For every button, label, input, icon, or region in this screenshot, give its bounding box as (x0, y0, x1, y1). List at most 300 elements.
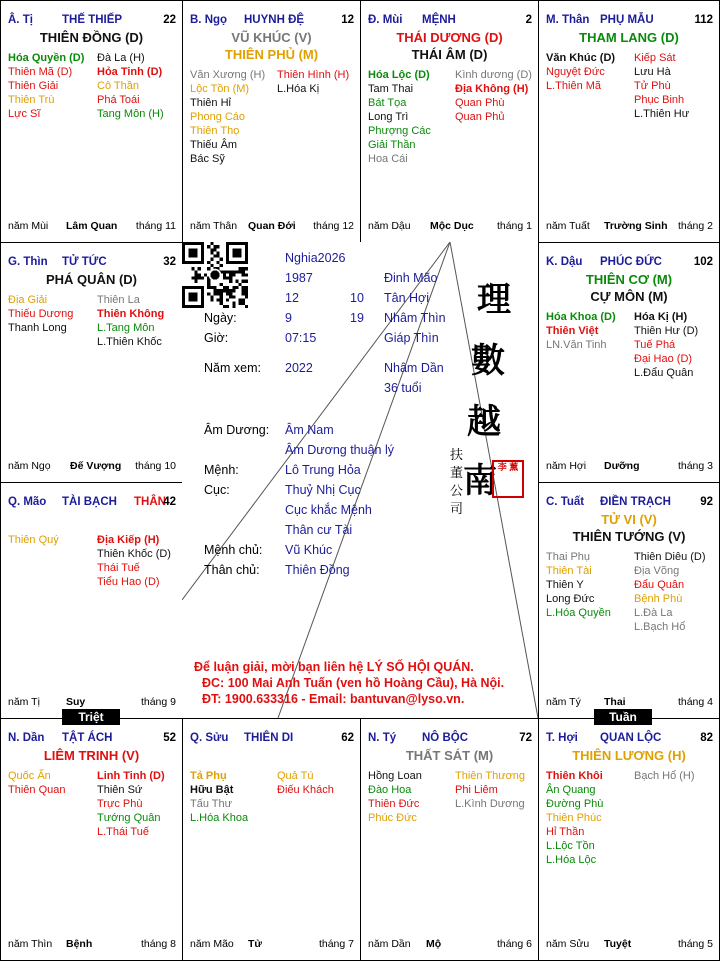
minor-star: Hồng Loan (368, 770, 422, 782)
amduong-value-2: Âm Dương thuận lý (285, 443, 394, 457)
palace-number: 2 (525, 14, 532, 26)
minor-star: Kình dương (D) (455, 69, 532, 81)
name-value: Nghia2026 (285, 251, 346, 265)
minor-stars-right (97, 51, 164, 121)
minor-star: Phúc Đức (368, 812, 417, 824)
palace-month: tháng 3 (677, 460, 713, 472)
day-label: Ngày: (204, 311, 237, 325)
seal-stamp: 李 薰 (492, 460, 524, 498)
minor-star: L.Hóa Khoa (190, 812, 249, 824)
minor-star: Văn Khúc (D) (546, 52, 616, 64)
palace-footer (8, 938, 176, 952)
minor-star: Cô Thần (97, 80, 139, 92)
year-can-chi: Đinh Mão (384, 271, 438, 285)
minor-star: Giải Thần (368, 139, 416, 151)
minor-star: Quốc Ấn (8, 770, 51, 782)
palace-month: tháng 6 (496, 938, 532, 950)
minor-star: Hóa Khoa (D) (546, 311, 616, 323)
minor-star: Thiếu Âm (190, 139, 238, 151)
hour-value: 07:15 (285, 331, 317, 345)
minor-star: Tử Phù (634, 80, 671, 92)
month-lunar: 10 (350, 291, 364, 305)
minor-stars-right (97, 769, 165, 839)
minor-star: Địa Giải (8, 294, 48, 306)
calligraphy-char: 南 (463, 461, 497, 501)
minor-stars-right (277, 68, 349, 96)
minor-star: Bệnh Phù (634, 593, 683, 605)
minor-star: Long Đức (546, 593, 595, 605)
palace-month: tháng 11 (135, 220, 176, 232)
minor-stars-right (634, 51, 689, 121)
cuc-value-2: Cục khắc Mệnh (285, 503, 372, 517)
palace-branch: Â. Tị (8, 14, 33, 26)
palace-header (368, 732, 532, 746)
minor-star: Tang Môn (H) (97, 108, 164, 120)
minor-stars-left (546, 310, 616, 352)
palace-footer (546, 220, 713, 234)
palace-stage: Lâm Quan (66, 220, 118, 232)
month-can-chi: Tân Hợi (384, 291, 430, 305)
palace-footer (546, 460, 713, 474)
month-value: 12 (285, 291, 299, 305)
palace-footer (368, 220, 532, 234)
palace-header (546, 256, 713, 270)
minor-star: Tiểu Hao (D) (97, 576, 160, 588)
minor-star: Lộc Tồn (M) (190, 83, 250, 95)
minor-stars-left (546, 769, 603, 867)
palace-name: TÀI BẠCH (62, 496, 117, 508)
palace-number: 102 (693, 256, 713, 268)
minor-star: Quả Tú (277, 770, 314, 782)
minor-star: L.Hóa Kị (277, 83, 320, 95)
palace-month: tháng 8 (140, 938, 176, 950)
palace-dan[interactable] (0, 718, 183, 961)
palace-name: ĐIỀN TRẠCH (600, 496, 671, 508)
palace-year: năm Tuất (546, 220, 590, 232)
palace-name: PHÚC ĐỨC (600, 256, 662, 268)
major-star: THÁI DƯƠNG (D) (396, 30, 503, 45)
minor-star: LN.Văn Tinh (546, 339, 607, 351)
palace-stage: Bệnh (66, 938, 93, 950)
palace-stage: Dưỡng (604, 460, 640, 472)
menhchu-value: Vũ Khúc (285, 543, 333, 557)
palace-footer (8, 220, 176, 234)
thanchu-value: Thiên Đồng (285, 563, 350, 577)
minor-star: Hóa Lộc (D) (368, 69, 430, 81)
major-stars (361, 29, 538, 63)
minor-star: Thiên Giải (8, 80, 59, 92)
palace-header (8, 496, 176, 510)
minor-star: Đại Hao (D) (634, 353, 693, 365)
palace-year: năm Sửu (546, 938, 590, 950)
info-labels-2 (204, 420, 269, 580)
palace-footer (8, 696, 176, 710)
palace-stage: Đế Vượng (70, 460, 122, 472)
minor-star: Lưu Hà (634, 66, 671, 78)
minor-star: Quan Phủ (455, 111, 505, 123)
minor-star: L.Thái Tuế (97, 826, 149, 838)
minor-star: Thiên Thương (455, 770, 526, 782)
minor-star: Thanh Long (8, 322, 67, 334)
minor-star: Bác Sỹ (190, 153, 225, 165)
minor-star: Hóa Quyền (D) (8, 52, 85, 64)
palace-name: MỆNH (422, 14, 456, 26)
major-star: TỬ VI (V) (601, 512, 657, 527)
minor-star: Thiên Trù (8, 94, 55, 106)
minor-star: Phi Liêm (455, 784, 498, 796)
minor-star: Thiên Hình (H) (277, 69, 350, 81)
major-star: LIÊM TRINH (V) (43, 748, 140, 763)
view-year-value: 2022 (285, 361, 313, 375)
palace-month: tháng 12 (313, 220, 354, 232)
minor-star: Tướng Quân (97, 812, 161, 824)
palace-name: TẬT ÁCH (62, 732, 113, 744)
view-can-chi: Nhâm Dần (384, 361, 444, 375)
minor-stars-right (97, 293, 164, 349)
palace-branch: Q. Mão (8, 496, 47, 508)
minor-star: Thiên Tài (546, 565, 592, 577)
palace-name: THIÊN DI (244, 732, 294, 744)
palace-thin[interactable] (0, 242, 183, 483)
palace-month: tháng 2 (677, 220, 713, 232)
palace-tuat[interactable] (538, 482, 720, 719)
palace-year: năm Mùi (8, 220, 49, 232)
minor-star: L.Bạch Hổ (634, 621, 686, 633)
palace-month: tháng 1 (496, 220, 532, 232)
minor-star: Hỏa Tinh (D) (97, 66, 163, 78)
palace-year: năm Ngọ (8, 460, 51, 472)
minor-star: Thiếu Dương (8, 308, 74, 320)
minor-star: Phượng Các (368, 125, 431, 137)
palace-footer (368, 938, 532, 952)
palace-number: 72 (519, 732, 532, 744)
cuc-value-3: Thân cư Tài (285, 523, 353, 537)
major-star: THIÊN CƠ (M) (585, 272, 673, 287)
minor-star: Tuế Phá (634, 339, 676, 351)
palace-year: năm Tý (546, 696, 581, 708)
palace-header (190, 14, 354, 28)
minor-star: Thiên Không (97, 308, 165, 320)
minor-star: L.Đẩu Quân (634, 367, 694, 379)
info-values-2 (285, 420, 394, 580)
major-star: THIÊN ĐỒNG (D) (39, 30, 144, 45)
minor-stars-left (368, 769, 422, 825)
minor-star: Lực Sĩ (8, 108, 41, 120)
contact-block (194, 659, 504, 707)
palace-number: 42 (163, 496, 176, 508)
minor-stars-right (634, 310, 698, 380)
cuc-value: Thuỷ Nhị Cục (285, 483, 361, 497)
palace-mui[interactable] (360, 0, 539, 243)
minor-star: Tam Thai (368, 83, 414, 95)
minor-star: Bạch Hổ (H) (634, 770, 695, 782)
palace-year: năm Thân (190, 220, 238, 232)
minor-star: Địa Kiếp (H) (97, 534, 160, 546)
palace-number: 82 (700, 732, 713, 744)
view-year-label: Năm xem: (204, 361, 261, 375)
palace-branch: N. Tý (368, 732, 397, 744)
minor-star: L.Hóa Quyền (546, 607, 611, 619)
major-stars (1, 29, 182, 46)
calligraphy-char: 理 (477, 280, 511, 320)
palace-stage: Mộ (426, 938, 442, 950)
minor-star: Thái Tuế (97, 562, 140, 574)
amduong-value: Âm Nam (285, 423, 334, 437)
palace-year: năm Tị (8, 696, 40, 708)
day-value: 9 (285, 311, 292, 325)
palace-stage: Trường Sinh (604, 220, 668, 232)
palace-month: tháng 7 (318, 938, 354, 950)
minor-stars-left (190, 769, 248, 825)
palace-stage: Mộc Dục (430, 220, 474, 232)
minor-star: Trực Phù (97, 798, 143, 810)
minor-star: Thiên Quan (8, 784, 66, 796)
palace-branch: Đ. Mùi (368, 14, 403, 26)
major-stars (539, 511, 719, 545)
minor-star: L.Thiên Khốc (97, 336, 162, 348)
minor-star: L.Hóa Lộc (546, 854, 597, 866)
info-can-chi (384, 268, 446, 398)
minor-star: Hữu Bật (190, 784, 234, 796)
minor-star: Thiên Hư (D) (634, 325, 699, 337)
minor-star: Tấu Thư (190, 798, 233, 810)
amduong-label: Âm Dương: (204, 423, 270, 437)
palace-header (8, 14, 176, 28)
minor-star: Thiên La (97, 294, 140, 306)
info-lunar (350, 288, 364, 328)
minor-stars-left (8, 293, 73, 335)
major-star: THIÊN PHỦ (M) (224, 47, 319, 62)
minor-star: L.Lộc Tồn (546, 840, 595, 852)
palace-number: 62 (341, 732, 354, 744)
minor-star: Thiên Mã (D) (8, 66, 73, 78)
minor-stars-left (8, 769, 65, 797)
qr-code[interactable] (182, 242, 248, 308)
palace-month: tháng 10 (135, 460, 176, 472)
minor-star: Thiên Quý (8, 534, 59, 546)
palace-footer (8, 460, 176, 474)
palace-suu[interactable] (182, 718, 361, 961)
major-star: THÁI ÂM (D) (411, 47, 488, 62)
contact-phone-email[interactable]: ĐT: 1900.633316 - Email: bantuvan@lyso.vn. (202, 692, 465, 706)
minor-star: Ân Quang (546, 784, 596, 796)
contact-line-1: Để luận giải, mời bạn liên hệ LÝ SỐ HỘI QUÁN. (194, 660, 474, 674)
center-info-panel (182, 242, 538, 718)
minor-star: Hỉ Thần (546, 826, 585, 838)
minor-star: Địa Võng (634, 565, 680, 577)
palace-number: 92 (700, 496, 713, 508)
major-stars (539, 747, 719, 764)
palace-header (368, 14, 532, 28)
major-star: CỰ MÔN (M) (590, 289, 668, 304)
major-star: THIÊN LƯƠNG (H) (572, 748, 686, 763)
palace-branch: M. Thân (546, 14, 590, 26)
minor-star: Hoa Cái (368, 153, 408, 165)
triet-tag: Triệt (62, 709, 120, 725)
minor-star: L.Thiên Hư (634, 108, 690, 120)
minor-stars-right (97, 533, 171, 589)
major-star: PHÁ QUÂN (D) (46, 272, 137, 287)
palace-month: tháng 9 (140, 696, 176, 708)
palace-stage: Suy (66, 696, 86, 708)
minor-stars-right (455, 68, 532, 124)
palace-name: HUYNH ĐỆ (244, 14, 305, 26)
palace-dau[interactable] (538, 242, 720, 483)
palace-hoi[interactable] (538, 718, 720, 961)
minor-stars-left (190, 68, 265, 166)
palace-year: năm Dần (368, 938, 411, 950)
palace-ty[interactable] (360, 718, 539, 961)
age-value: 36 tuổi (384, 381, 422, 395)
minor-star: Linh Tinh (D) (97, 770, 165, 782)
tuan-tag: Tuần (594, 709, 652, 725)
palace-than[interactable] (538, 0, 720, 243)
palace-name: QUAN LỘC (600, 732, 662, 744)
minor-stars-right (634, 769, 695, 783)
minor-star: L.Đà La (634, 607, 673, 619)
minor-star: Quan Phù (455, 97, 505, 109)
minor-star: Thiên Diêu (D) (634, 551, 706, 563)
palace-stage: Thai (604, 696, 626, 708)
major-stars (361, 747, 538, 764)
hour-can-chi: Giáp Thìn (384, 331, 439, 345)
palace-branch: C. Tuất (546, 496, 585, 508)
palace-ti[interactable] (0, 0, 183, 243)
calligraphy-char: 越 (467, 402, 501, 442)
palace-branch: G. Thìn (8, 256, 48, 268)
minor-stars-left (546, 51, 615, 93)
palace-mao[interactable] (0, 482, 183, 719)
minor-star: Đào Hoa (368, 784, 412, 796)
minor-star: L.Thiên Mã (546, 80, 602, 92)
palace-number: 112 (694, 14, 713, 26)
minor-star: Văn Xương (H) (190, 69, 266, 81)
palace-header (190, 732, 354, 746)
minor-star: Tả Phụ (190, 770, 227, 782)
minor-stars-left (8, 51, 84, 121)
major-stars (539, 271, 719, 305)
minor-star: Phong Cáo (190, 111, 246, 123)
major-stars (1, 271, 182, 288)
palace-name: NÔ BỘC (422, 732, 468, 744)
palace-header (8, 732, 176, 746)
menh-label: Mệnh: (204, 463, 239, 477)
palace-number: 32 (163, 256, 176, 268)
minor-star: Nguyệt Đức (546, 66, 605, 78)
minor-stars-right (455, 769, 525, 811)
palace-number: 22 (163, 14, 176, 26)
minor-star: Long Trì (368, 111, 409, 123)
minor-star: Phá Toái (97, 94, 140, 106)
than-marker: THÂN (134, 496, 166, 508)
palace-footer (546, 938, 713, 952)
minor-star: Thiên Khốc (D) (97, 548, 171, 560)
major-stars (183, 29, 360, 63)
major-stars (539, 29, 719, 46)
minor-stars-left (8, 533, 59, 547)
minor-star: Thiên Sứ (97, 784, 143, 796)
palace-footer (546, 696, 713, 710)
minor-star: Điếu Khách (277, 784, 334, 796)
minor-star: Hóa Kị (H) (634, 311, 688, 323)
minor-star: Địa Không (H) (455, 83, 529, 95)
palace-year: năm Dậu (368, 220, 411, 232)
palace-header (8, 256, 176, 270)
palace-header (546, 732, 713, 746)
minor-star: Phục Binh (634, 94, 685, 106)
minor-stars-left (368, 68, 431, 166)
palace-year: năm Hợi (546, 460, 587, 472)
day-lunar: 19 (350, 311, 364, 325)
info-values-1 (285, 248, 345, 378)
palace-branch: Q. Sửu (190, 732, 229, 744)
minor-star: Thai Phụ (546, 551, 591, 563)
year-value: 1987 (285, 271, 313, 285)
palace-name: TỬ TỨC (62, 256, 107, 268)
palace-number: 12 (341, 14, 354, 26)
minor-star: Thiên Thọ (190, 125, 240, 137)
minor-star: Thiên Việt (546, 325, 599, 337)
contact-address: ĐC: 100 Mai Anh Tuấn (ven hồ Hoàng Cầu), Hà Nội. (202, 676, 505, 690)
palace-header (546, 496, 713, 510)
major-star: THAM LANG (D) (579, 30, 679, 45)
palace-stage: Tuyệt (604, 938, 632, 950)
major-star: VŨ KHÚC (V) (231, 30, 312, 45)
minor-stars-right (277, 769, 334, 797)
thanchu-label: Thân chủ: (204, 563, 260, 577)
menh-value: Lô Trung Hỏa (285, 463, 361, 477)
palace-branch: B. Ngọ (190, 14, 228, 26)
palace-stage: Quan Đới (248, 220, 296, 232)
minor-star: Thiên Hỉ (190, 97, 231, 109)
palace-branch: N. Dần (8, 732, 45, 744)
minor-star: Đường Phù (546, 798, 604, 810)
palace-stage: Tử (248, 938, 263, 950)
minor-star: Đẩu Quân (634, 579, 685, 591)
palace-header (546, 14, 713, 28)
minor-star: Thiên Đức (368, 798, 420, 810)
major-stars (1, 747, 182, 764)
palace-month: tháng 5 (677, 938, 713, 950)
minor-star: L.Kình Dương (455, 798, 525, 810)
side-text: 扶 董 公 司 (450, 448, 464, 517)
palace-branch: T. Hợi (546, 732, 578, 744)
minor-star: Bát Tọa (368, 97, 407, 109)
palace-branch: K. Dậu (546, 256, 583, 268)
minor-star: Đà La (H) (97, 52, 145, 64)
minor-star: Thiên Y (546, 579, 584, 591)
palace-name: THẾ THIẾP (62, 14, 123, 26)
major-star: THẤT SÁT (M) (405, 748, 494, 763)
minor-star: Thiên Phúc (546, 812, 602, 824)
calligraphy-char: 數 (471, 341, 505, 381)
menhchu-label: Mệnh chủ: (204, 543, 263, 557)
day-can-chi: Nhâm Thìn (384, 311, 446, 325)
cuc-label: Cục: (204, 483, 230, 497)
palace-month: tháng 4 (677, 696, 713, 708)
palace-ngo[interactable] (182, 0, 361, 243)
minor-stars-left (546, 550, 611, 620)
minor-stars-right (634, 550, 706, 634)
palace-number: 52 (163, 732, 176, 744)
palace-name: PHỤ MẪU (600, 14, 654, 26)
hour-label: Giờ: (204, 331, 229, 345)
palace-year: năm Mão (190, 938, 234, 950)
major-star: THIÊN TƯỚNG (V) (572, 529, 686, 544)
minor-star: Thiên Khôi (546, 770, 603, 782)
minor-star: L.Tang Môn (97, 322, 155, 334)
palace-footer (190, 938, 354, 952)
